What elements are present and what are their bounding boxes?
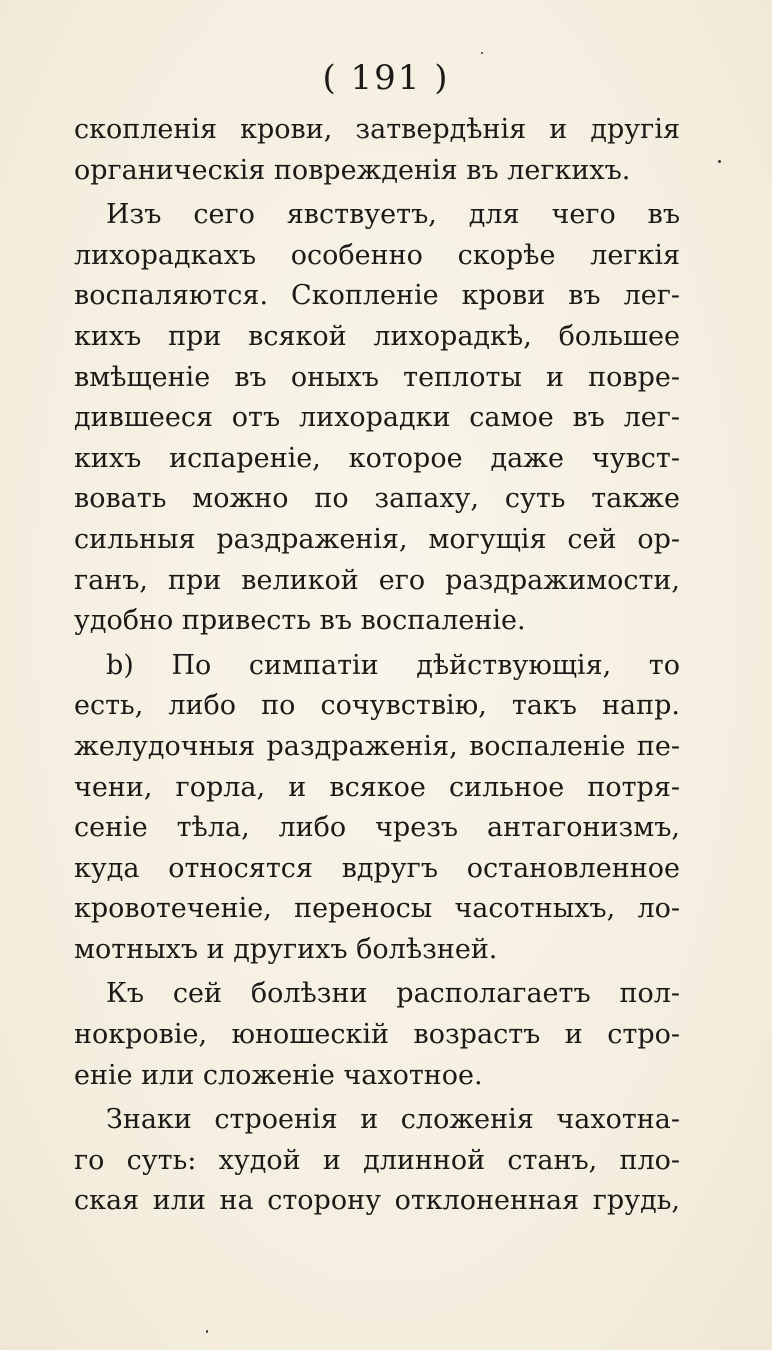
text-line: воспаляются. Скопленіе крови въ лег- <box>74 280 680 312</box>
text-line: Знаки строенія и сложенія чахотна- <box>106 1104 680 1136</box>
text-line: ская или на сторону отклоненная грудь, <box>74 1185 680 1217</box>
text-line: удобно привесть въ воспаленіе. <box>74 605 526 637</box>
text-line: желудочныя раздраженія, воспаленіе пе- <box>74 730 680 762</box>
paragraph <box>74 195 680 642</box>
text-line: кровотеченіе, переносы часотныхъ, ло- <box>74 893 680 925</box>
text-line: мотныхъ и другихъ болѣзней. <box>74 933 498 965</box>
text-line: Къ сей болѣзни располагаетъ пол- <box>106 978 680 1010</box>
page-number: ( 191 ) <box>322 58 450 98</box>
text-line: лихорадкахъ особенно скорѣе легкія <box>74 239 680 271</box>
text-line: ганъ, при великой его раздражимости, <box>74 564 680 596</box>
text-line: еніе или сложеніе чахотное. <box>74 1059 483 1091</box>
text-line: Изъ сего явствуетъ, для чего въ <box>106 199 680 231</box>
body-text <box>74 110 680 1222</box>
text-line: дившееся отъ лихорадки самое въ лег- <box>74 402 680 434</box>
paragraph <box>74 1100 680 1222</box>
text-line: вовать можно по запаху, суть также <box>74 483 680 515</box>
ink-speck <box>718 160 721 163</box>
text-line: вмѣщеніе въ оныхъ теплоты и повре- <box>74 361 680 393</box>
paragraph <box>74 974 680 1096</box>
text-line: чени, горла, и всякое сильное потря- <box>74 771 680 803</box>
text-line: сеніе тѣла, либо чрезъ антагонизмъ, <box>74 812 680 844</box>
text-line: b) По симпатіи дѣйствующія, то <box>106 649 680 681</box>
text-line: кихъ испареніе, которое даже чувст- <box>74 442 680 474</box>
paragraph <box>74 110 680 191</box>
text-line: скопленія крови, затвердѣнія и другія <box>74 114 680 145</box>
text-line: нокровіе, юношескій возрастъ и стро- <box>74 1019 680 1051</box>
text-line: органическія поврежденія въ легкихъ. <box>74 154 631 186</box>
text-line: сильныя раздраженія, могущія сей ор- <box>74 523 680 555</box>
text-line: кихъ при всякой лихорадкѣ, большее <box>74 320 680 352</box>
ink-speck <box>481 52 483 54</box>
text-line: есть, либо по сочувствію, такъ напр. <box>74 690 680 722</box>
paragraph <box>74 646 680 971</box>
text-line: го суть: худой и длинной станъ, пло- <box>74 1144 680 1176</box>
ink-speck <box>206 1330 208 1333</box>
text-line: куда относятся вдругъ остановленное <box>74 852 680 884</box>
